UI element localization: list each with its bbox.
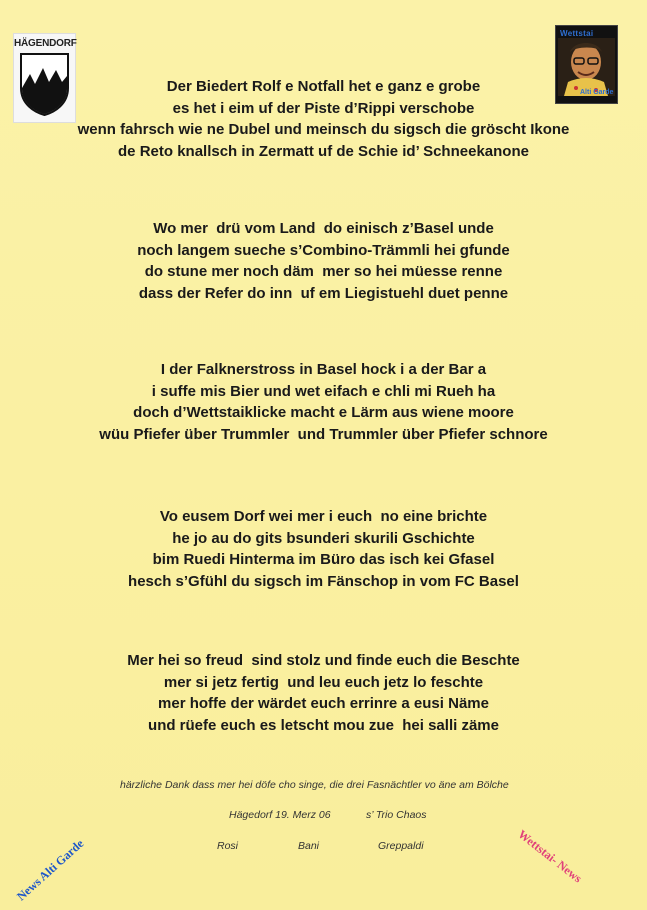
news-stamp-right: Wettstai- News (515, 827, 585, 886)
verse-line: I der Falknerstross in Basel hock i a der Bar a (160, 361, 487, 378)
thanks-line: härzliche Dank dass mer hei döfe cho singe, die drei Fasnächtler vo äne am Bölche (120, 779, 509, 791)
verse-line: mer hoffe der wärdet euch errinre a eusi Näme (158, 695, 489, 712)
verse-line: hesch s’Gfühl du sigsch im Fänschop in vom FC Basel (128, 572, 519, 590)
emblem-label: HÄGENDORF (14, 38, 77, 49)
verse-line: i suffe mis Bier und wet eifach e chli mi Rueh ha (151, 382, 496, 400)
signature-name: Bani (298, 840, 320, 852)
verse-line: do stune mer noch däm mer so hei müesse renne (144, 263, 503, 280)
verse-line: mer si jetz fertig und leu euch jetz lo feschte (163, 673, 484, 691)
stanza-4 (0, 506, 647, 592)
stanza-1 (0, 76, 647, 162)
portrait-top-text: Wettstai (560, 29, 594, 38)
stanza-2 (0, 218, 647, 304)
signature-name: Rosi (217, 840, 239, 852)
verse-line: noch langem sueche s’Combino-Trämmli hei gfunde (137, 241, 510, 259)
verse-line: bim Ruedi Hinterma im Büro das isch kei Gfasel (152, 551, 495, 568)
verse-line: doch d’Wettstaiklicke macht e Lärm aus wiene moore (133, 404, 514, 421)
portrait-bottom-text: Alti Garde (580, 89, 614, 96)
verse-line: Mer hei so freud sind stolz und finde euch die Beschte (127, 652, 520, 669)
date-line: Hägedorf 19. Merz 06 (229, 809, 331, 821)
signature-name: Greppaldi (378, 840, 424, 852)
verse-line: Wo mer drü vom Land do einisch z’Basel unde (153, 220, 494, 237)
verse-line: wenn fahrsch wie ne Dubel und meinsch du sigsch die gröscht Ikone (77, 121, 570, 138)
verse-line: Vo eusem Dorf wei mer i euch no eine brichte (159, 508, 488, 525)
verse-line: he jo au do gits bsunderi skurili Gschichte (172, 529, 475, 547)
verse-line: wüu Pfiefer über Trummler und Trummler über Pfiefer schnore (99, 425, 548, 443)
stanza-5 (0, 650, 647, 736)
news-stamp-left: News Alti Garde (14, 836, 87, 904)
group-name: s’ Trio Chaos (366, 809, 427, 821)
verse-line: dass der Refer do inn uf em Liegistuehl duet penne (138, 284, 509, 302)
verse-line: und rüefe euch es letscht mou zue hei salli zäme (148, 716, 499, 734)
stanza-3 (0, 359, 647, 445)
verse-line: Der Biedert Rolf e Notfall het e ganz e grobe (166, 78, 481, 95)
verse-line: es het i eim uf der Piste d’Rippi verschobe (172, 99, 475, 117)
verse-line: de Reto knallsch in Zermatt uf de Schie id’ Schneekanone (118, 142, 529, 160)
